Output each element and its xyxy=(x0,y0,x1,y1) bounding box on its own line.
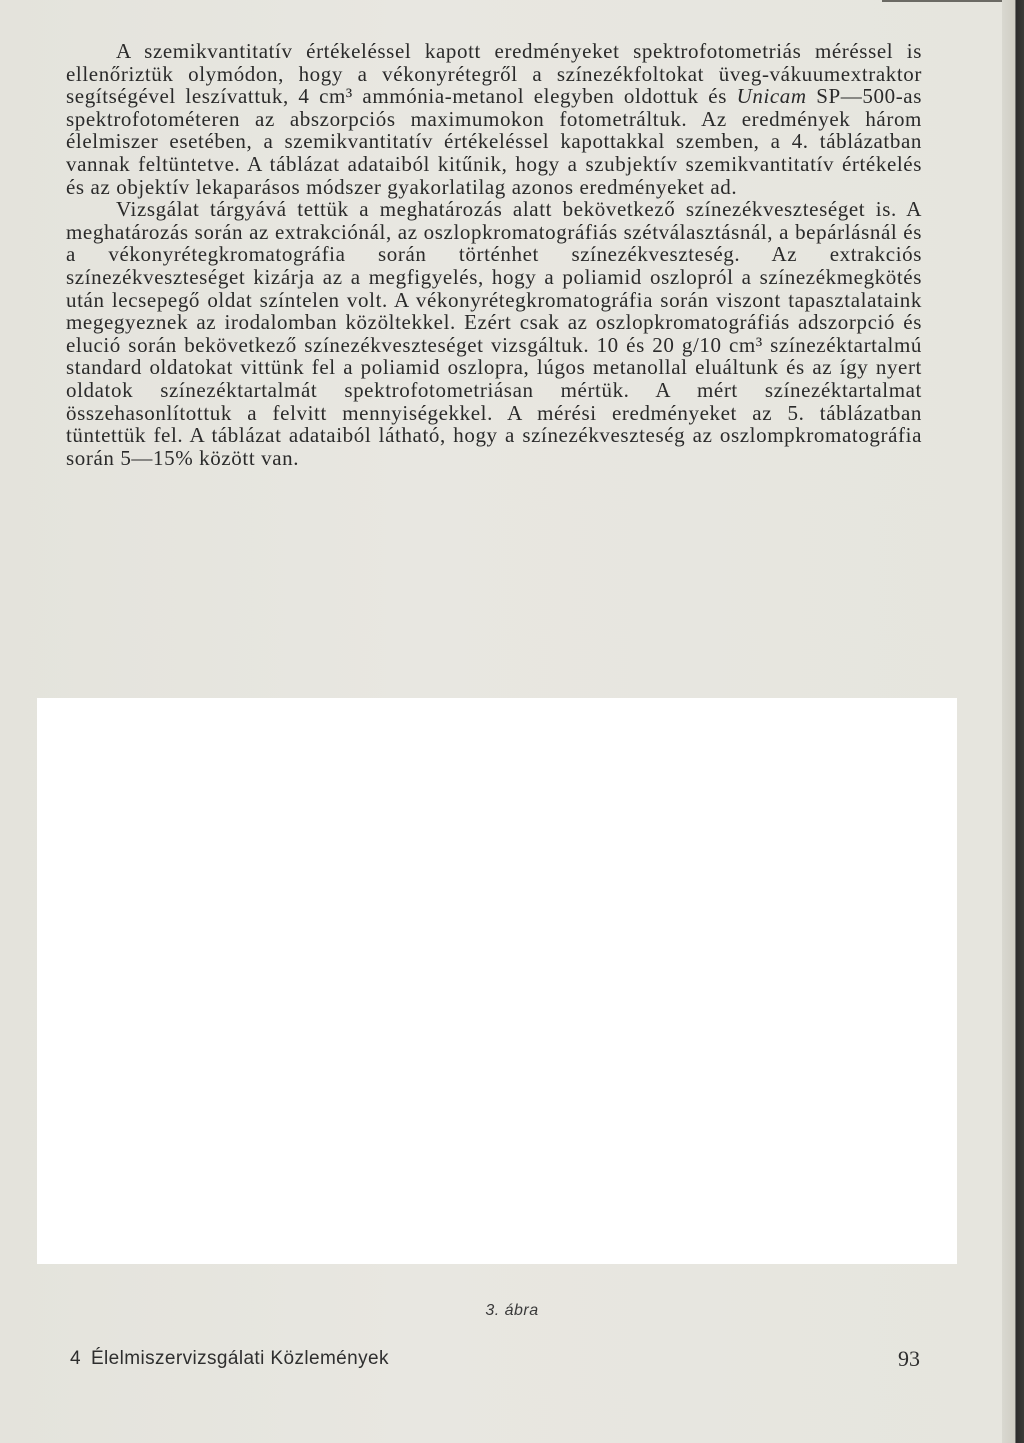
paragraph-1-text-a: A szemikvantitatív értékeléssel kapott eredményeket spektrofotometriás méréssel is ellenőriztük olymódon, hogy a vékonyrétegről a színezékfoltokat üveg-vákuumextraktor segítségével leszívattuk, 4 cm³ ammónia-metanol elegyben oldottuk és xyxy=(66,39,922,109)
top-edge-rule xyxy=(882,0,1002,2)
paragraph-1-text-b: SP—500-as spektrofotométeren az abszorpciós maximumokon fotometráltuk. Az eredmények három élelmiszer esetében, a szemikvantitatív értékeléssel kapottakkal szemben, a 4. táblázatban vannak feltüntetve. A táblázat adataiból kitűnik, hogy a szubjektív szemikvantitatív értékelés és az objektív lekaparásos módszer gyakorlatilag azonos eredményeket ad. xyxy=(66,84,922,199)
footer-journal-title: Élelmiszervizsgálati Közlemények xyxy=(90,1348,389,1369)
paragraph-1 xyxy=(66,40,922,198)
figure-placeholder xyxy=(37,698,957,1264)
figure-caption: 3. ábra xyxy=(485,1302,539,1319)
footer-sheet-number: 4 xyxy=(70,1348,81,1369)
page-number: 93 xyxy=(898,1346,920,1371)
paragraph-1-italic-term: Unicam xyxy=(736,84,807,109)
footer-journal xyxy=(70,1348,389,1370)
paragraph-2: Vizsgálat tárgyává tettük a meghatározás alatt bekövetkező színezékveszteséget is. A meghatározás során az extrakciónál, az oszlopkromatográfiás szétválasztásnál, a bepárlásnál és a vékonyrétegkromatográfia során történhet színezékveszteség. Az extrakciós színezékveszteséget kizárja az a megfigyelés, hogy a poliamid oszlopról a színezékmegkötés után lecsepegő oldat színtelen volt. A vékonyrétegkromatográfia során viszont tapasztalataink megegyeznek az irodalomban közöltekkel. Ezért csak az oszlopkromatográfiás adszorpció és elució során bekövetkező színezékveszteséget vizsgáltuk. 10 és 20 g/10 cm³ színezéktartalmú standard oldatokat vittünk fel a poliamid oszlopra, lúgos metanollal eluáltunk és az így nyert oldatok színezéktartalmát spektrofotometriásan mértük. A mért színezéktartalmat összehasonlítottuk a felvitt mennyiségekkel. A mérési eredményeket az 5. táblázatban tüntettük fel. A táblázat adataiból látható, hogy a színezékveszteség az oszlompkromatográfia során 5—15% között van. xyxy=(66,197,922,470)
page-binding-edge xyxy=(1002,0,1024,1443)
body-text xyxy=(66,40,922,469)
